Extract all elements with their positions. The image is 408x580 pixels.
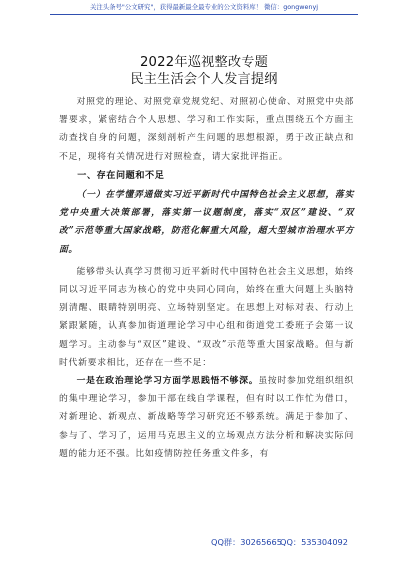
body-paragraph-2 <box>59 372 354 463</box>
qq-number: QQ：535304092 <box>280 537 348 547</box>
promo-banner: 关注头条号"公文研究"，获得最新最全最专业的公文资料库！ 微信：gongwenyj <box>89 3 319 11</box>
header-divider <box>50 14 358 15</box>
intro-paragraph: 对照党的理论、对照党章党规党纪、对照初心使命、对照党中央部署要求，紧密结合个人思想、学习和工作实际，重点围绕五个方面主动查找自身的问题，深刻剖析产生问题的思想根源，勇于改正缺点和不足，现将有关情况进行对照检查，请大家批评指正。 <box>59 97 354 162</box>
section-heading: 一、存在问题和不足 <box>77 170 165 181</box>
qq-group: QQ群：30265665 <box>211 537 282 547</box>
document-body <box>59 93 354 463</box>
document-title-line1: 2022年巡视整改专题 <box>139 55 269 70</box>
document-title-line2: 民主生活会个人发言提纲 <box>130 72 278 87</box>
subsection-heading: （一）在学懂弄通做实习近平新时代中国特色社会主义思想，落实党中央重大决策部署，落实第一议题制度，落实“双区”建设、“双改”示范等重大国家战略，防范化解重大风险，超大型城市治理水平方面。 <box>59 190 354 255</box>
paragraph-rest: 虽按时参加党组织组织的集中理论学习，参加干部在线自学课程，但有时以工作忙为借口，对新理论、新观点、新战略等学习研究还不够系统。满足于参加了、参与了、学习了，运用马克思主义的立场观点方法分析和解决实际问题的能力还不强。比如疫情防控任务重文件多，有 <box>59 376 354 459</box>
body-paragraph: 能够带头认真学习贯彻习近平新时代中国特色社会主义思想，始终同以习近平同志为核心的党中央同心同向，始终在重大问题上头脑特别清醒、眼睛特别明亮、立场特别坚定。在思想上对标对表、行动上紧跟紧随，认真参加街道理论学习中心组和街道党工委班子会第一议题学习。主动参与“双区”建设、“双改”示范等重大国家战略。但与新时代新要求相比，还存在一些不足： <box>59 266 354 368</box>
paragraph-lead-bold: 一是在政治理论学习方面学思践悟不够深。 <box>76 376 259 387</box>
